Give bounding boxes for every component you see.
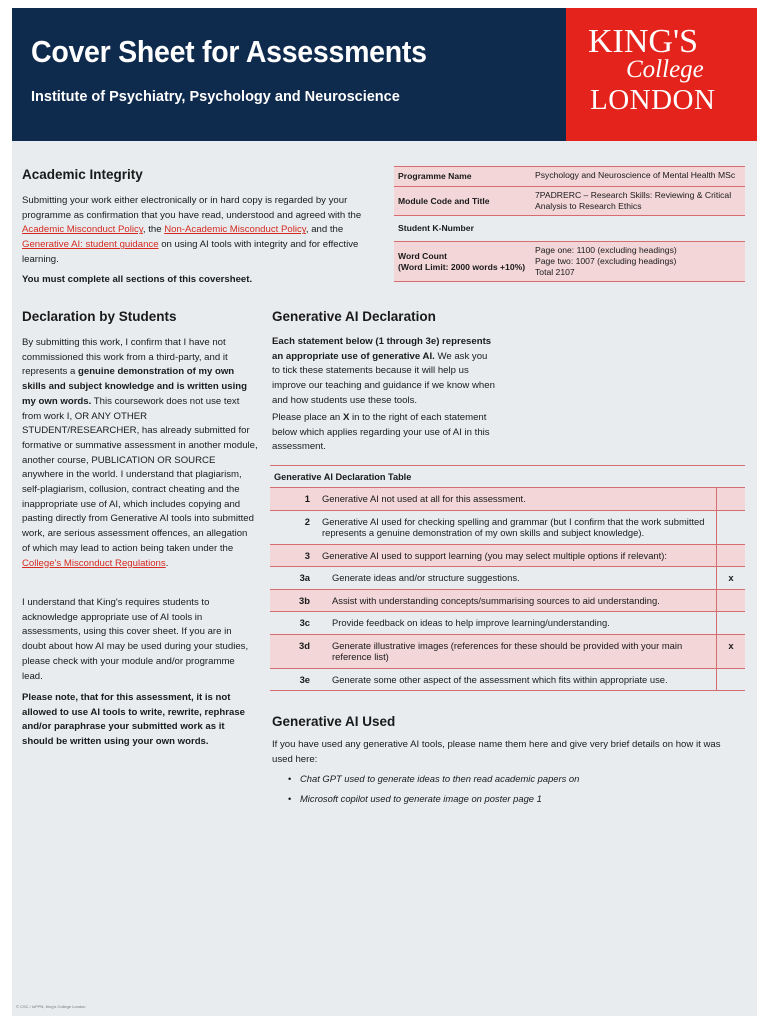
row-number: 2 [304,515,310,527]
row-statement: Generative AI used for checking spelling and grammar (but I confirm that the work submitted represents a genuine demonstration of my own skills and subject knowledge). [316,511,717,544]
info-value: 7PADRERC – Research Skills: Reviewing & Critical Analysis to Research Ethics [535,190,732,211]
gen-ai-used-heading: Generative AI Used [272,714,396,729]
info-row-student-knumber [394,216,745,242]
row-number: 3d [299,639,310,651]
logo-line-kings: KING'S [588,23,699,60]
info-key: Module Code and Title [398,195,490,206]
table-row [270,488,745,511]
row-number: 3c [299,617,310,628]
gen-ai-declaration-table [270,465,745,691]
row-statement: Provide feedback on ideas to help improve learning/understanding. [316,612,717,634]
gen-ai-declaration-instructions: Please place an X in to the right of each statement below which applies regarding your use of AI in this assessment. [272,412,490,453]
cover-sheet-page [12,8,757,1016]
gen-ai-declaration-intro: Each statement below (1 through 3e) represents an appropriate use of generative AI. We ask you to tick these statements because it will help us improve our teaching and guidance if we know when and how students use these tools. [272,336,495,406]
logo-line-college: College [626,56,704,83]
row-statement: Generate some other aspect of the assessment which fits within appropriate use. [316,669,717,691]
academic-integrity-heading: Academic Integrity [22,167,143,182]
kings-college-logo [566,8,757,141]
academic-misconduct-policy-link[interactable]: Academic Misconduct Policy [22,224,143,236]
row-mark-cell[interactable]: x [728,639,734,651]
complete-all-sections-note: You must complete all sections of this coversheet. [22,274,253,285]
table-row [270,545,745,568]
row-number: 1 [304,493,310,504]
logo-line-london: LONDON [590,84,716,116]
table-row [270,511,745,545]
info-key: Student K-Number [398,223,474,233]
table-row [270,567,745,590]
row-mark-cell[interactable] [717,511,745,544]
footer-copyright: © CSC / IoPPN, King's College London [16,1004,86,1009]
row-number: 3a [299,572,310,583]
info-key: Programme Name [398,171,472,181]
list-item: • Chat GPT used to generate ideas to then read academic papers on [288,773,580,784]
row-mark-cell[interactable] [717,669,745,691]
info-row-module [394,187,745,216]
word-count-value: Page one: 1100 (excluding headings) Page two: 1007 (excluding headings) Total 2107 [535,245,677,277]
row-statement: Assist with understanding concepts/summarising sources to aid understanding. [316,590,717,612]
header-banner [12,8,757,141]
table-title: Generative AI Declaration Table [270,465,745,488]
row-number: 3 [304,549,310,561]
bullet-icon: • [288,773,292,784]
declaration-heading: Declaration by Students [22,309,177,324]
gen-ai-used-list [288,772,738,812]
page-title: Cover Sheet for Assessments [31,34,427,69]
table-row [270,590,745,613]
declaration-text: By submitting this work, I confirm that I have not commissioned this work from a third-party, and it represents a genuine demonstration of my own skills and subject knowledge and is written using my own words. This coursework does not use text from work I, OR ANY OTHER STUDENT/RESEARCHER, has already submitted for formative or summative assessment in another module, another course, PUBLICATION OR SOURCE anywhere in the world. I understand that plagiarism, self-plagiarism, collusion, contract cheating and the inappropriate use of AI, which includes copying and pasting directly from Generative AI tools into submitted work, are serious assessment offences, an allegation of which may lead to action being taken under the College's Misconduct Regulations. [22,337,258,569]
row-mark-cell[interactable]: x [728,572,734,583]
row-number: 3e [299,673,310,685]
row-mark-cell[interactable] [717,612,745,634]
table-row [270,635,745,669]
row-statement: Generative AI not used at all for this assessment. [316,488,717,510]
list-item: • Microsoft copilot used to generate image on poster page 1 [288,793,542,804]
programme-info-table [394,166,745,282]
info-row-word-count [394,242,745,282]
page-subtitle: Institute of Psychiatry, Psychology and Neuroscience [31,89,400,105]
gen-ai-used-instructions: If you have used any generative AI tools, please name them here and give very brief details on how it was used here: [272,739,721,765]
bullet-icon: • [288,793,292,804]
row-mark-cell[interactable] [717,488,745,510]
info-value: Psychology and Neuroscience of Mental Health MSc [535,170,736,180]
row-statement: Generative AI used to support learning (you may select multiple options if relevant): [316,545,717,567]
gen-ai-declaration-heading: Generative AI Declaration [272,309,436,324]
table-row [270,669,745,692]
row-statement: Generate ideas and/or structure suggestions. [316,567,717,589]
declaration-ai-restriction-note: Please note, that for this assessment, it is not allowed to use AI tools to write, rewrite, rephrase and/or paraphrase your submitted work as it should be written using your own words. [22,692,246,748]
row-mark-cell[interactable] [717,545,745,567]
info-row-programme [394,167,745,187]
non-academic-misconduct-policy-link[interactable]: Non-Academic Misconduct Policy [164,224,306,236]
table-row [270,612,745,635]
generative-ai-guidance-link[interactable]: Generative AI: student guidance [22,239,159,251]
row-statement: Generate illustrative images (references for these should be provided with your main reference list) [316,635,717,668]
info-key: Word Count (Word Limit: 2000 words +10%) [398,250,526,272]
student-knumber-field[interactable] [533,216,745,241]
row-number: 3b [299,594,310,606]
academic-integrity-text: Submitting your work either electronically or in hard copy is regarded by your programme as confirmation that you have read, understood and agreed with the Academic Misconduct Policy, the Non-Academic Misconduct Policy, and the Generative AI: student guidance on using AI tools with integrity and for effective learning. [22,195,362,265]
row-mark-cell[interactable] [717,590,745,612]
declaration-ai-acknowledgement: I understand that King's requires students to acknowledge appropriate use of AI tools in assessments, using this cover sheet. If you are in doubt about how AI may be used during your studies, please check with your module and/or programme lead. [22,597,249,682]
misconduct-regulations-link[interactable]: College's Misconduct Regulations [22,557,166,569]
